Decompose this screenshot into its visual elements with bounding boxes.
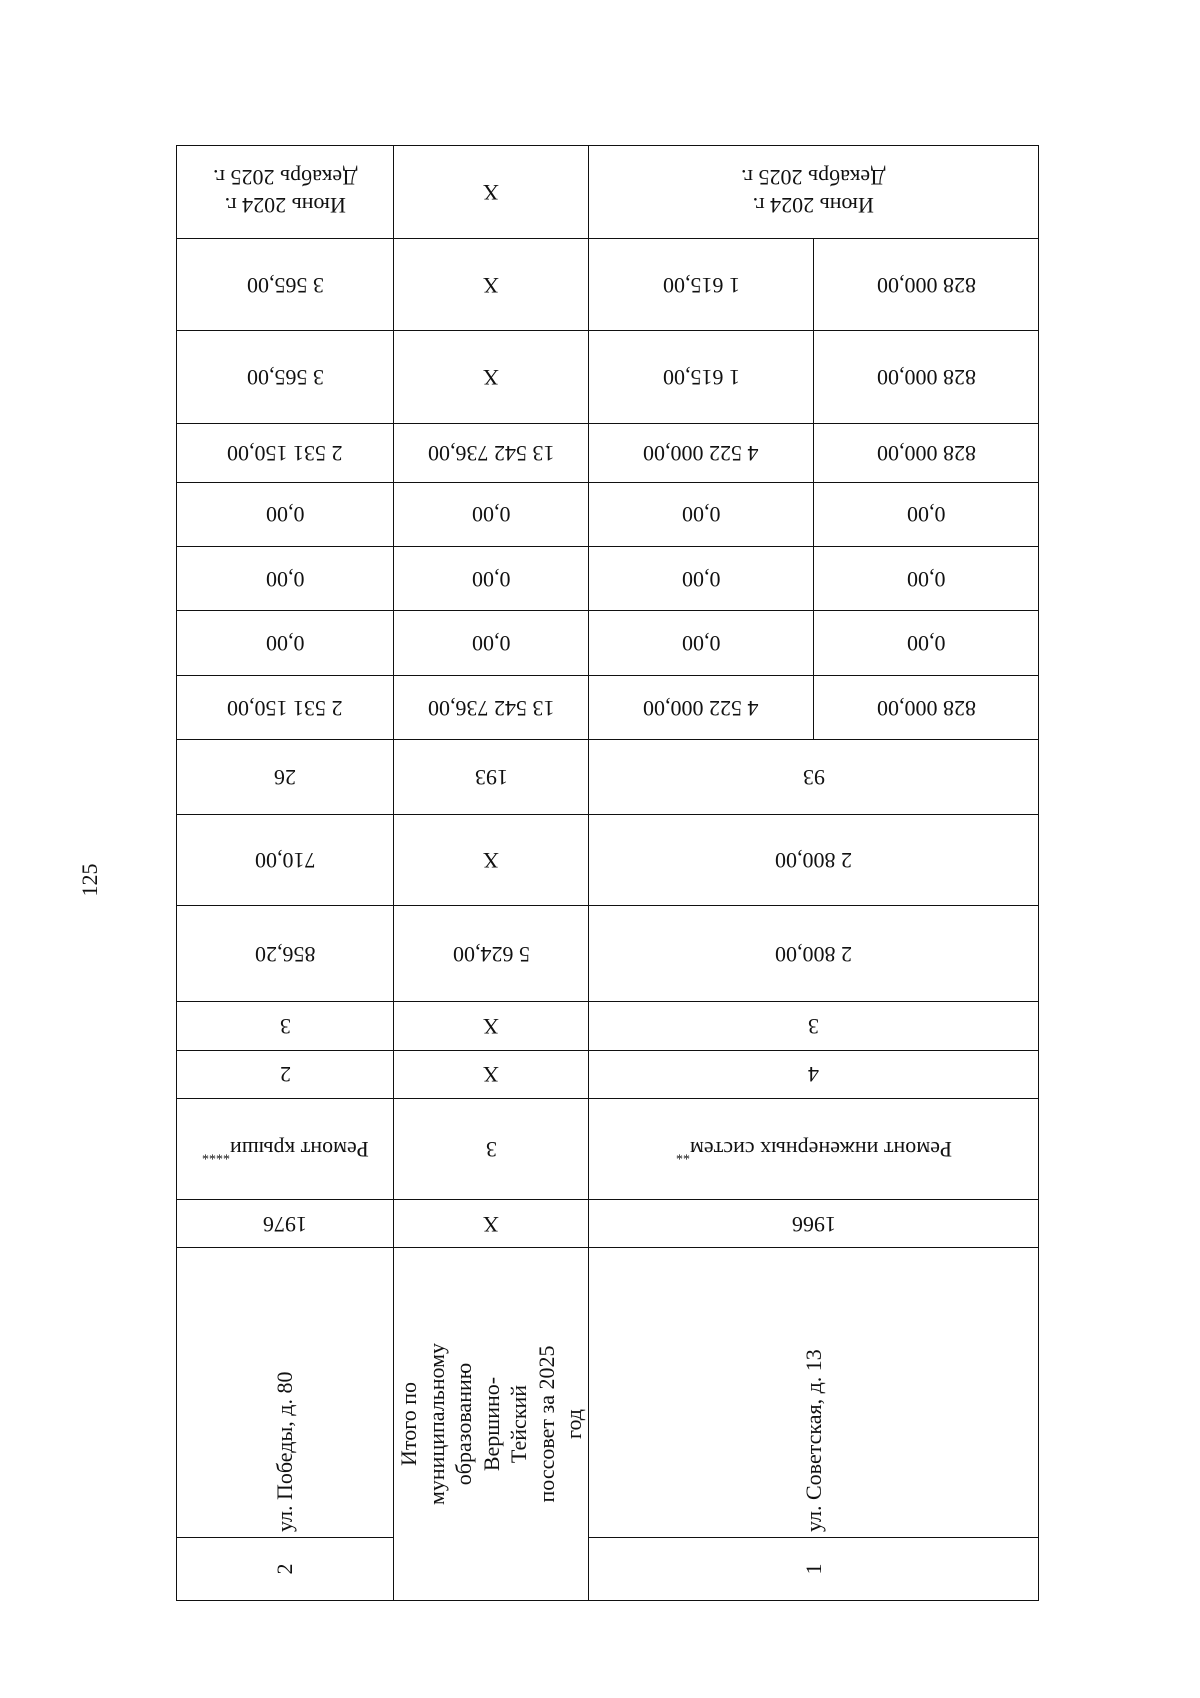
repair-plan-table (176, 145, 1039, 1601)
table-row (177, 331, 1039, 424)
table-cell: 3 (589, 1002, 1039, 1050)
table-cell: 4 522 000,00 (589, 675, 814, 739)
table-cell: 93 (589, 740, 1039, 815)
work-type-cell-b: Ремонт инженерных систем** (589, 1099, 1039, 1200)
table-cell: 2 800,00 (589, 815, 1039, 906)
period-cell-b: Июнь 2024 г. Декабрь 2025 г. (589, 146, 1039, 239)
table-cell: 2 531 150,00 (177, 424, 394, 482)
table-cell: 828 000,00 (814, 238, 1039, 331)
table-cell: 1976 (177, 1199, 394, 1247)
table-cell: 0,00 (394, 482, 589, 546)
table-cell: 0,00 (177, 546, 394, 610)
table-row (177, 740, 1039, 815)
table-cell: 828 000,00 (814, 424, 1039, 482)
table-cell: 3 (177, 1002, 394, 1050)
table-cell: 26 (177, 740, 394, 815)
table-cell: 3 (394, 1099, 589, 1200)
table-cell: 856,20 (177, 905, 394, 1002)
table-cell: Х (394, 1199, 589, 1247)
table-cell: 0,00 (589, 546, 814, 610)
table-cell: Х (394, 1002, 589, 1050)
table-cell: Х (394, 331, 589, 424)
work-type-cell-a: Ремонт крыши**** (177, 1099, 394, 1200)
table-cell: 5 624,00 (394, 905, 589, 1002)
table-row-work-type (177, 1099, 1039, 1200)
period-cell-total: Х (394, 146, 589, 239)
table-cell: 3 565,00 (177, 331, 394, 424)
table-row (177, 611, 1039, 675)
table-row (177, 675, 1039, 739)
table-cell: 0,00 (177, 611, 394, 675)
table-row-address (177, 1248, 1039, 1601)
table-cell: Х (394, 238, 589, 331)
period-cell-a: Июнь 2024 г. Декабрь 2025 г. (177, 146, 394, 239)
page-number: 125 (77, 863, 102, 897)
table-cell: 0,00 (814, 611, 1039, 675)
total-label: Итого по муниципальному образованию Вершино-Тейский поссовет за 2025 год (395, 1343, 586, 1506)
address-a: ул. Победы, д. 80 (272, 1371, 297, 1532)
table-row (177, 1002, 1039, 1050)
row-number-b: 1 (800, 1563, 826, 1575)
row-number-a: 2 (272, 1563, 297, 1575)
table-row (177, 482, 1039, 546)
table-row (177, 424, 1039, 482)
table-cell: 13 542 736,00 (394, 675, 589, 739)
table-cell: 2 800,00 (589, 905, 1039, 1002)
table-cell: 1 615,00 (589, 331, 814, 424)
table-cell: Х (394, 1050, 589, 1098)
table-row (177, 905, 1039, 1002)
table-cell: 828 000,00 (814, 331, 1039, 424)
address-cell-a (177, 1248, 394, 1601)
table-cell: 193 (394, 740, 589, 815)
table-cell: 0,00 (589, 611, 814, 675)
table-cell: 0,00 (814, 546, 1039, 610)
table-cell: 0,00 (394, 611, 589, 675)
table-cell: 2 531 150,00 (177, 675, 394, 739)
table-row (177, 238, 1039, 331)
table-row-year (177, 1199, 1039, 1247)
table-cell: 710,00 (177, 815, 394, 906)
table-cell: 2 (177, 1050, 394, 1098)
table-row (177, 815, 1039, 906)
table-row-period (177, 146, 1039, 239)
table-cell: 1966 (589, 1199, 1039, 1247)
table-row (177, 546, 1039, 610)
table-cell: 4 522 000,00 (589, 424, 814, 482)
address-cell-b (589, 1248, 1039, 1601)
table-cell: 3 565,00 (177, 238, 394, 331)
table-cell: 13 542 736,00 (394, 424, 589, 482)
table-cell: 0,00 (394, 546, 589, 610)
total-label-cell (394, 1248, 589, 1601)
table-cell: 0,00 (814, 482, 1039, 546)
address-b: ул. Советская, д. 13 (800, 1349, 826, 1532)
table-cell: 1 615,00 (589, 238, 814, 331)
table-cell: 0,00 (177, 482, 394, 546)
table-row (177, 1050, 1039, 1098)
table-cell: Х (394, 815, 589, 906)
table-cell: 4 (589, 1050, 1039, 1098)
table-cell: 0,00 (589, 482, 814, 546)
table-cell: 828 000,00 (814, 675, 1039, 739)
